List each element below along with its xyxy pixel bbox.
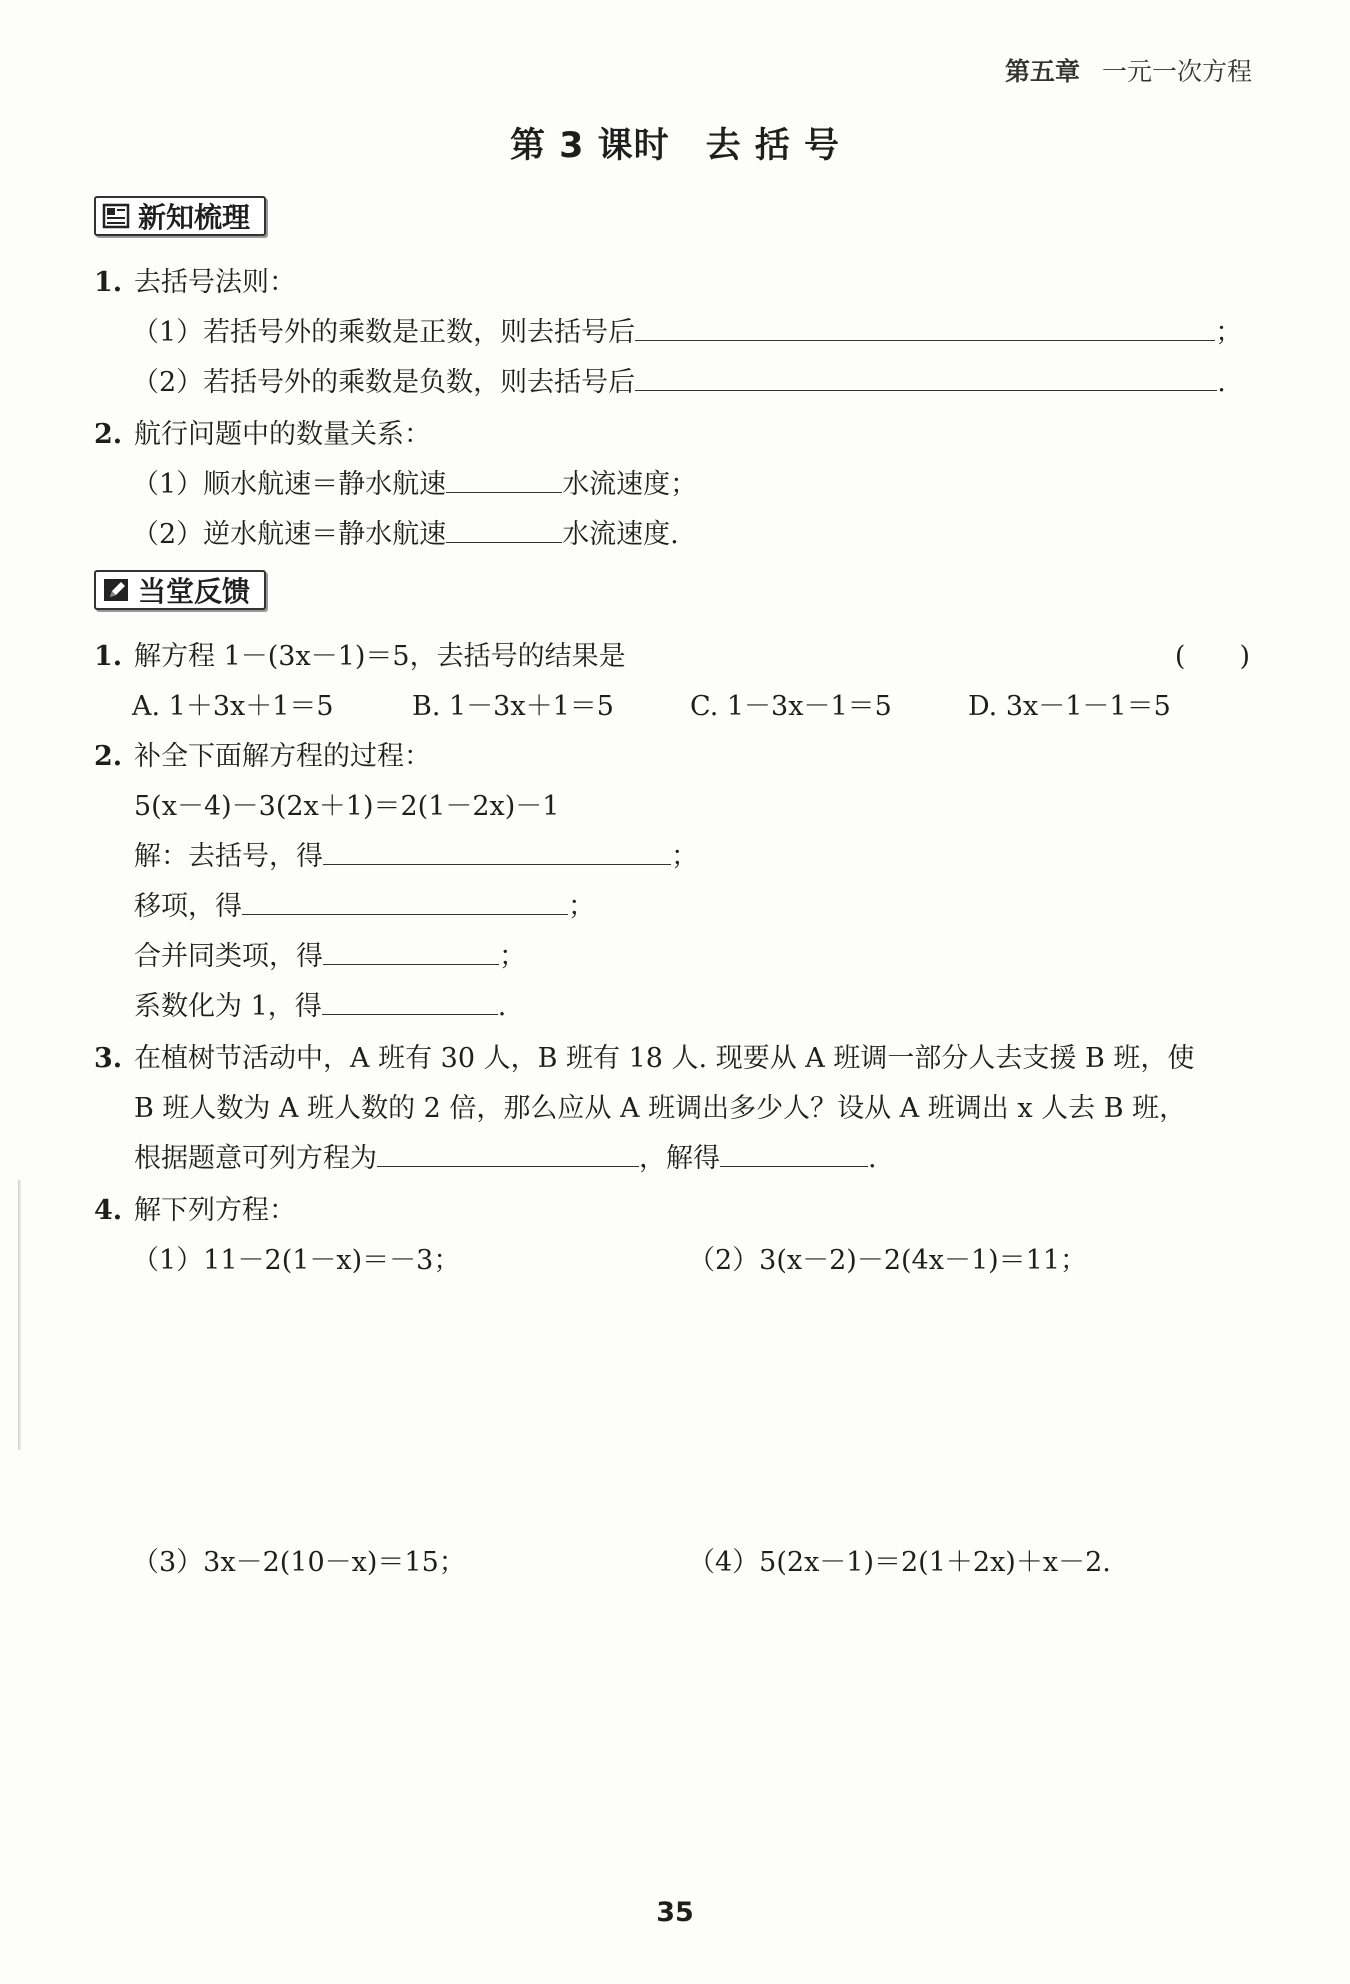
- answer-parentheses[interactable]: ( ): [1174, 641, 1250, 672]
- answer-blank[interactable]: [323, 838, 671, 865]
- feedback-q3-line3: 根据题意可列方程为 ，解得 .: [134, 1136, 877, 1175]
- feedback-q2: 2. 补全下面解方程的过程：: [94, 741, 431, 772]
- chapter-topic: 一元一次方程: [1101, 57, 1252, 86]
- step-move: 移项，得 ；: [134, 884, 595, 923]
- option-c[interactable]: C. 1－3x－1＝5: [690, 691, 892, 722]
- option-a[interactable]: A. 1＋3x＋1＝5: [132, 691, 334, 722]
- step-combine: 合并同类项，得 ；: [134, 934, 526, 973]
- answer-blank[interactable]: [720, 1140, 868, 1167]
- feedback-q3: 3. 在植树节活动中，A 班有 30 人，B 班有 18 人. 现要从 A 班调一部分人去支援 B 班，使: [94, 1043, 1195, 1074]
- answer-blank[interactable]: [446, 516, 562, 543]
- step-expand: 解：去括号，得 ；: [134, 834, 698, 873]
- equation-1: （1）11－2(1－x)＝－3；: [132, 1245, 461, 1276]
- option-b[interactable]: B. 1－3x＋1＝5: [412, 691, 614, 722]
- chapter-header: [1005, 52, 1252, 88]
- answer-blank[interactable]: [635, 314, 1215, 341]
- feedback-q4: 4. 解下列方程：: [94, 1195, 296, 1226]
- page-edge-shadow: [18, 1180, 21, 1450]
- chapter-label: 第五章: [1004, 57, 1080, 86]
- answer-blank[interactable]: [323, 938, 499, 965]
- answer-blank[interactable]: [242, 888, 568, 915]
- option-d[interactable]: D. 3x－1－1＝5: [968, 691, 1171, 722]
- knowledge-q2-sub1: （1）顺水航速＝静水航速 水流速度；: [132, 462, 697, 501]
- feedback-q3-line2: B 班人数为 A 班人数的 2 倍，那么应从 A 班调出多少人？设从 A 班调出 x 人去 B 班，: [134, 1093, 1187, 1124]
- section-title: 新知梳理: [138, 201, 251, 234]
- knowledge-q2-sub2: （2）逆水航速＝静水航速 水流速度.: [132, 512, 679, 551]
- equation-3: （3）3x－2(10－x)＝15；: [132, 1547, 466, 1578]
- answer-blank[interactable]: [635, 364, 1217, 391]
- equation-4: （4）5(2x－1)＝2(1＋2x)＋x－2.: [688, 1547, 1111, 1578]
- page-title: 第 3 课时 去 括 号: [509, 126, 841, 166]
- knowledge-q1-sub1: （1）若括号外的乘数是正数，则去括号后 ；: [132, 310, 1242, 349]
- equation: 5(x－4)－3(2x＋1)＝2(1－2x)－1: [134, 791, 560, 822]
- page-number: 35: [656, 1897, 694, 1928]
- feedback-q1: 1. 解方程 1－(3x－1)＝5，去括号的结果是: [94, 641, 626, 672]
- section-title: 当堂反馈: [138, 575, 251, 608]
- notebook-icon: [102, 203, 130, 229]
- step-coefficient: 系数化为 1，得 .: [134, 984, 506, 1023]
- answer-blank[interactable]: [377, 1140, 639, 1167]
- knowledge-q1: 1. 去括号法则：: [94, 267, 296, 298]
- equation-2: （2）3(x－2)－2(4x－1)＝11；: [688, 1245, 1088, 1276]
- answer-blank[interactable]: [446, 466, 562, 493]
- section-new-knowledge: [94, 196, 266, 236]
- knowledge-q1-sub2: （2）若括号外的乘数是负数，则去括号后 .: [132, 360, 1226, 399]
- section-feedback: [94, 570, 266, 610]
- knowledge-q2: 2. 航行问题中的数量关系：: [94, 419, 431, 450]
- answer-blank[interactable]: [322, 988, 498, 1015]
- pencil-icon: [102, 577, 130, 603]
